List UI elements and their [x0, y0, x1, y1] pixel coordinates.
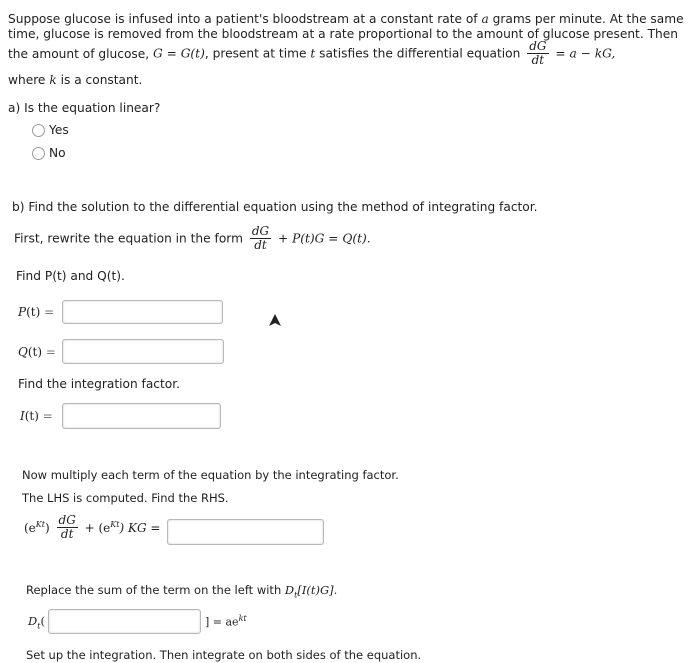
find-if-text: Find the integration factor. [18, 377, 181, 391]
dt-label: $D_t$( [28, 614, 45, 631]
dt-input[interactable] [48, 609, 201, 634]
part-a-question: a) Is the equation linear? [8, 101, 161, 115]
multiply-text: Now multiply each term of the equation by the integrating factor. [22, 468, 399, 482]
part-b-question: b) Find the solution to the differential equation using the method of integrating factor. [12, 200, 538, 214]
lhs-text: The LHS is computed. Find the RHS. [22, 491, 229, 505]
i-label: I(t) = [20, 409, 53, 423]
lhs-expression: $(e^{Kt})$ $\frac{dG}{dt}$ + $(e^{Kt})$ KG = [24, 513, 161, 541]
problem-line-4: where k is a constant. [8, 73, 143, 87]
p-label: P(t) = [18, 305, 55, 319]
problem-line-1: Suppose glucose is infused into a patient's bloodstream at a constant rate of a grams per minute. At the same [8, 12, 684, 26]
q-input[interactable] [62, 339, 224, 364]
find-pq-text: Find P(t) and Q(t). [16, 269, 125, 283]
dG-dt-fraction: $\frac{dG}{dt}$ [529, 39, 547, 67]
dt-rhs: ] = $ae^{kt}$ [205, 614, 247, 629]
problem-line-3: the amount of glucose, G = G(t), present at time t satisfies the differential equation $\frac{dG}{dt}$ = a − kG, [8, 39, 616, 67]
option-yes[interactable]: Yes [32, 122, 69, 138]
rhs-input[interactable] [167, 519, 324, 545]
p-input[interactable] [62, 300, 223, 324]
problem-line-2: time, glucose is removed from the bloodstream at a rate proportional to the amount of glucose present. Then [8, 27, 678, 41]
i-input[interactable] [62, 403, 221, 429]
option-no[interactable]: No [32, 145, 66, 161]
q-label: Q(t) = [18, 345, 56, 359]
radio-yes[interactable] [32, 124, 45, 137]
replace-text: Replace the sum of the term on the left with $D_t[I(t)G]$. [26, 583, 338, 600]
radio-no[interactable] [32, 147, 45, 160]
cursor-arrow-icon [268, 314, 282, 328]
setup-text: Set up the integration. Then integrate on both sides of the equation. [26, 648, 422, 662]
rewrite-instruction: First, rewrite the equation in the form $\frac{dG}{dt}$ + P(t)G = Q(t). [14, 224, 371, 252]
